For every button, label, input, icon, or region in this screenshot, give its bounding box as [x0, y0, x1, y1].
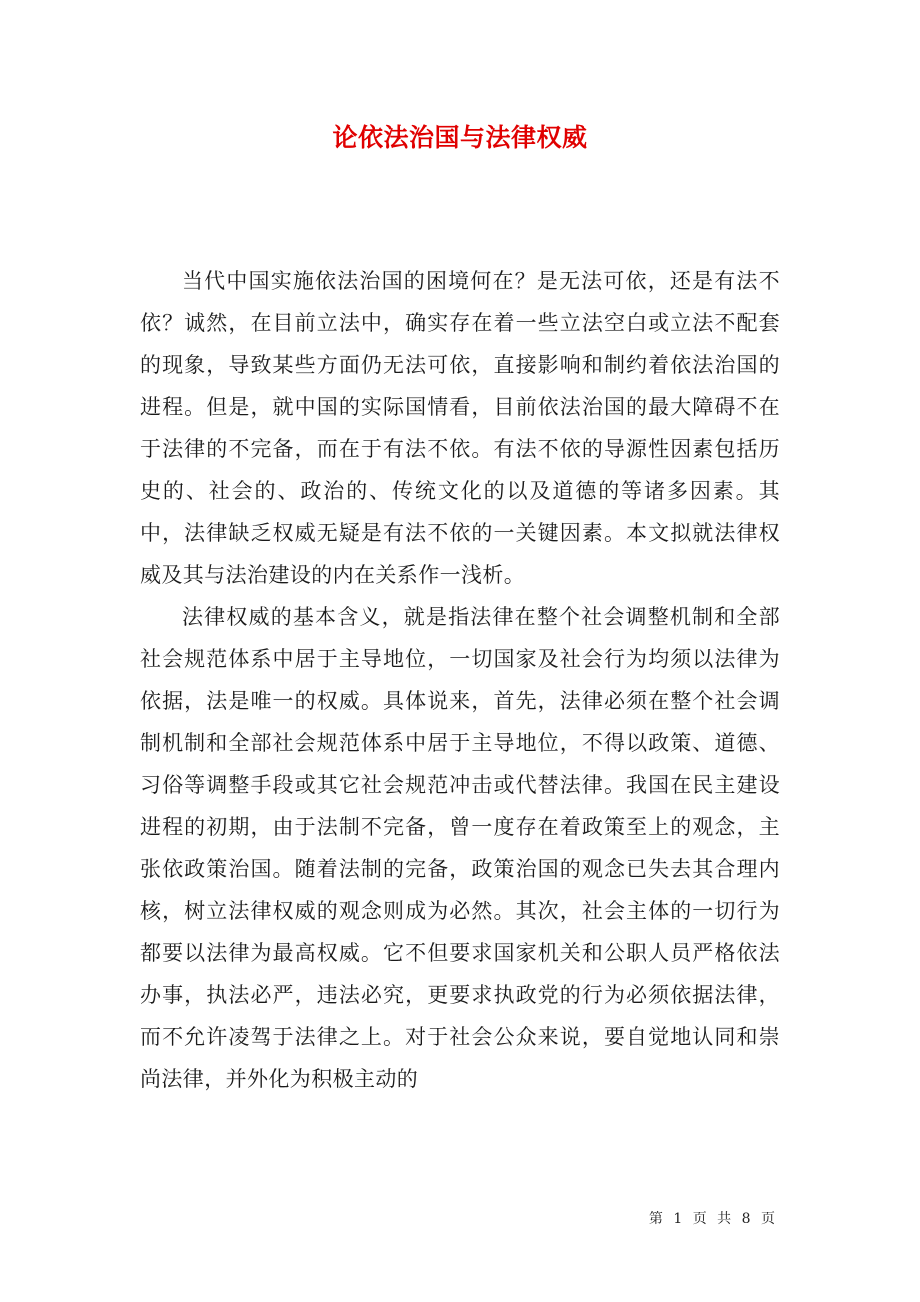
- page-number: 第 1 页 共 8 页: [648, 1211, 778, 1227]
- paragraph-1: 当代中国实施依法治国的困境何在？是无法可依，还是有法不依？诚然，在目前立法中，确实存在着一些立法空白或立法不配套的现象，导致某些方面仍无法可依，直接影响和制约着依法治国的进程。但是，就中国的实际国情看，目前依法治国的最大障碍不在于法律的不完备，而在于有法不依。有法不依的导源性因素包括历史的、社会的、政治的、传统文化的以及道德的等诸多因素。其中，法律缺乏权威无疑是有法不依的一关键因素。本文拟就法律权威及其与法治建设的内在关系作一浅析。: [140, 269, 780, 587]
- document-title: 论依法治国与法律权威: [332, 123, 588, 152]
- document-body: [140, 260, 780, 1100]
- paragraph-2: 法律权威的基本含义，就是指法律在整个社会调整机制和全部社会规范体系中居于主导地位，一切国家及社会行为均须以法律为依据，法是唯一的权威。具体说来，首先，法律必须在整个社会调制机制和全部社会规范体系中居于主导地位，不得以政策、道德、习俗等调整手段或其它社会规范冲击或代替法律。我国在民主建设进程的初期，由于法制不完备，曾一度存在着政策至上的观念，主张依政策治国。随着法制的完备，政策治国的观念已失去其合理内核，树立法律权威的观念则成为必然。其次，社会主体的一切行为都要以法律为最高权威。它不但要求国家机关和公职人员严格依法办事，执法必严，违法必究，更要求执政党的行为必须依据法律，而不允许凌驾于法律之上。对于社会公众来说，要自觉地认同和崇尚法律，并外化为积极主动的: [140, 605, 780, 1091]
